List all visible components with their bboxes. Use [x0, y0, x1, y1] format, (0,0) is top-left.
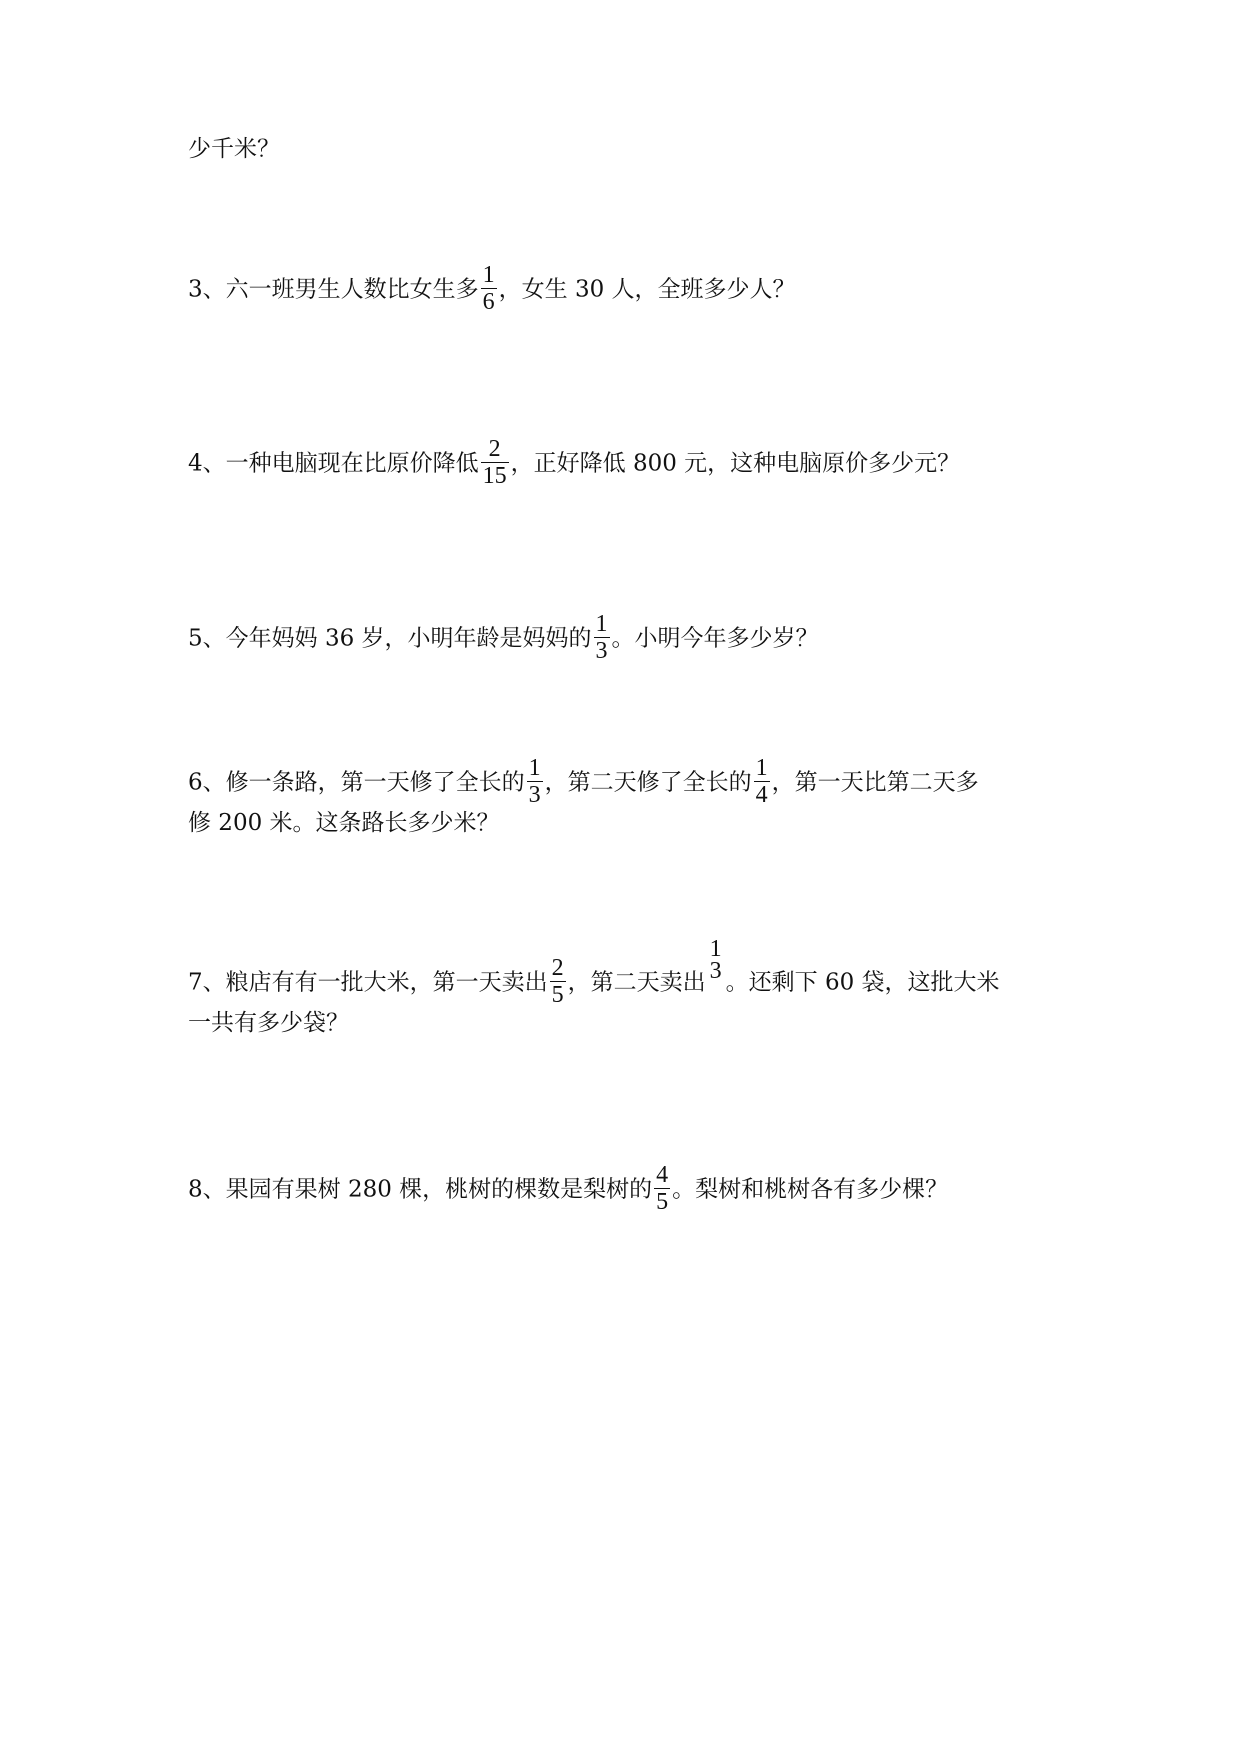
fraction-denominator: 6: [482, 289, 495, 315]
question-7-text-line-2: 一共有多少袋？: [188, 1010, 349, 1036]
fraction-numerator: 1: [595, 611, 608, 637]
question-7-fraction-1: [550, 955, 566, 1008]
question-2-tail: [188, 134, 280, 164]
question-7-fraction-2: [708, 936, 724, 984]
question-6-text-a: 6、修一条路，第一天修了全长的: [188, 769, 525, 796]
fraction-denominator: 4: [755, 782, 768, 808]
fraction-numerator: 1: [755, 755, 768, 781]
question-8-text-b: 。梨树和桃树各有多少棵？: [672, 1176, 949, 1203]
question-6-text-line-2: 修 200 米。这条路长多少米？: [188, 810, 500, 836]
fraction-numerator: 4: [656, 1162, 669, 1188]
question-7-text-a: 7、粮店有有一批大米，第一天卖出: [188, 969, 548, 996]
fraction-denominator: 15: [482, 463, 507, 489]
question-4-text-a: 4、一种电脑现在比原价降低: [188, 450, 479, 477]
fraction-numerator: 1: [709, 935, 722, 962]
fraction-denominator: 3: [709, 957, 722, 984]
fraction-numerator: 2: [481, 436, 509, 463]
fraction-denominator: 5: [656, 1189, 669, 1215]
question-5-text-a: 5、今年妈妈 36 岁，小明年龄是妈妈的: [188, 625, 592, 652]
question-7: [188, 935, 1000, 1010]
fraction-denominator: 5: [551, 982, 564, 1008]
fraction-denominator: 3: [528, 782, 541, 808]
question-6-fraction-2: [754, 755, 770, 808]
question-5-text-b: 。小明今年多少岁？: [611, 625, 819, 652]
question-6-text-c: ，第一天比第二天多: [771, 769, 979, 796]
question-4-text-b: ，正好降低 800 元，这种电脑原价多少元？: [510, 450, 961, 477]
question-7-text-b: ，第二天卖出: [567, 969, 706, 996]
question-3-fraction: [481, 262, 497, 315]
question-4-fraction: [481, 436, 509, 489]
question-6-line-2: [188, 808, 500, 838]
question-6-text-b: ，第二天修了全长的: [544, 769, 752, 796]
question-7-text-c: 。还剩下 60 袋，这批大米: [725, 969, 1000, 996]
question-8-text-a: 8、果园有果树 280 棵，桃树的棵数是梨树的: [188, 1176, 653, 1203]
fraction-numerator: 1: [482, 262, 495, 288]
fraction-numerator: 2: [551, 955, 564, 981]
fraction-numerator: 1: [528, 755, 541, 781]
question-5: [188, 613, 819, 666]
question-6-fraction-1: [527, 755, 543, 808]
question-3-text-b: ，女生 30 人，全班多少人？: [498, 276, 796, 303]
question-3-text-a: 3、六一班男生人数比女生多: [188, 276, 479, 303]
question-5-fraction: [594, 611, 610, 664]
question-3: [188, 264, 796, 317]
question-4: [188, 438, 960, 491]
question-6: [188, 757, 979, 810]
fraction-denominator: 3: [595, 638, 608, 664]
question-8: [188, 1164, 948, 1217]
question-8-fraction: [654, 1162, 670, 1215]
question-7-line-2: [188, 1008, 349, 1038]
question-2-tail-text: 少千米？: [188, 136, 280, 162]
